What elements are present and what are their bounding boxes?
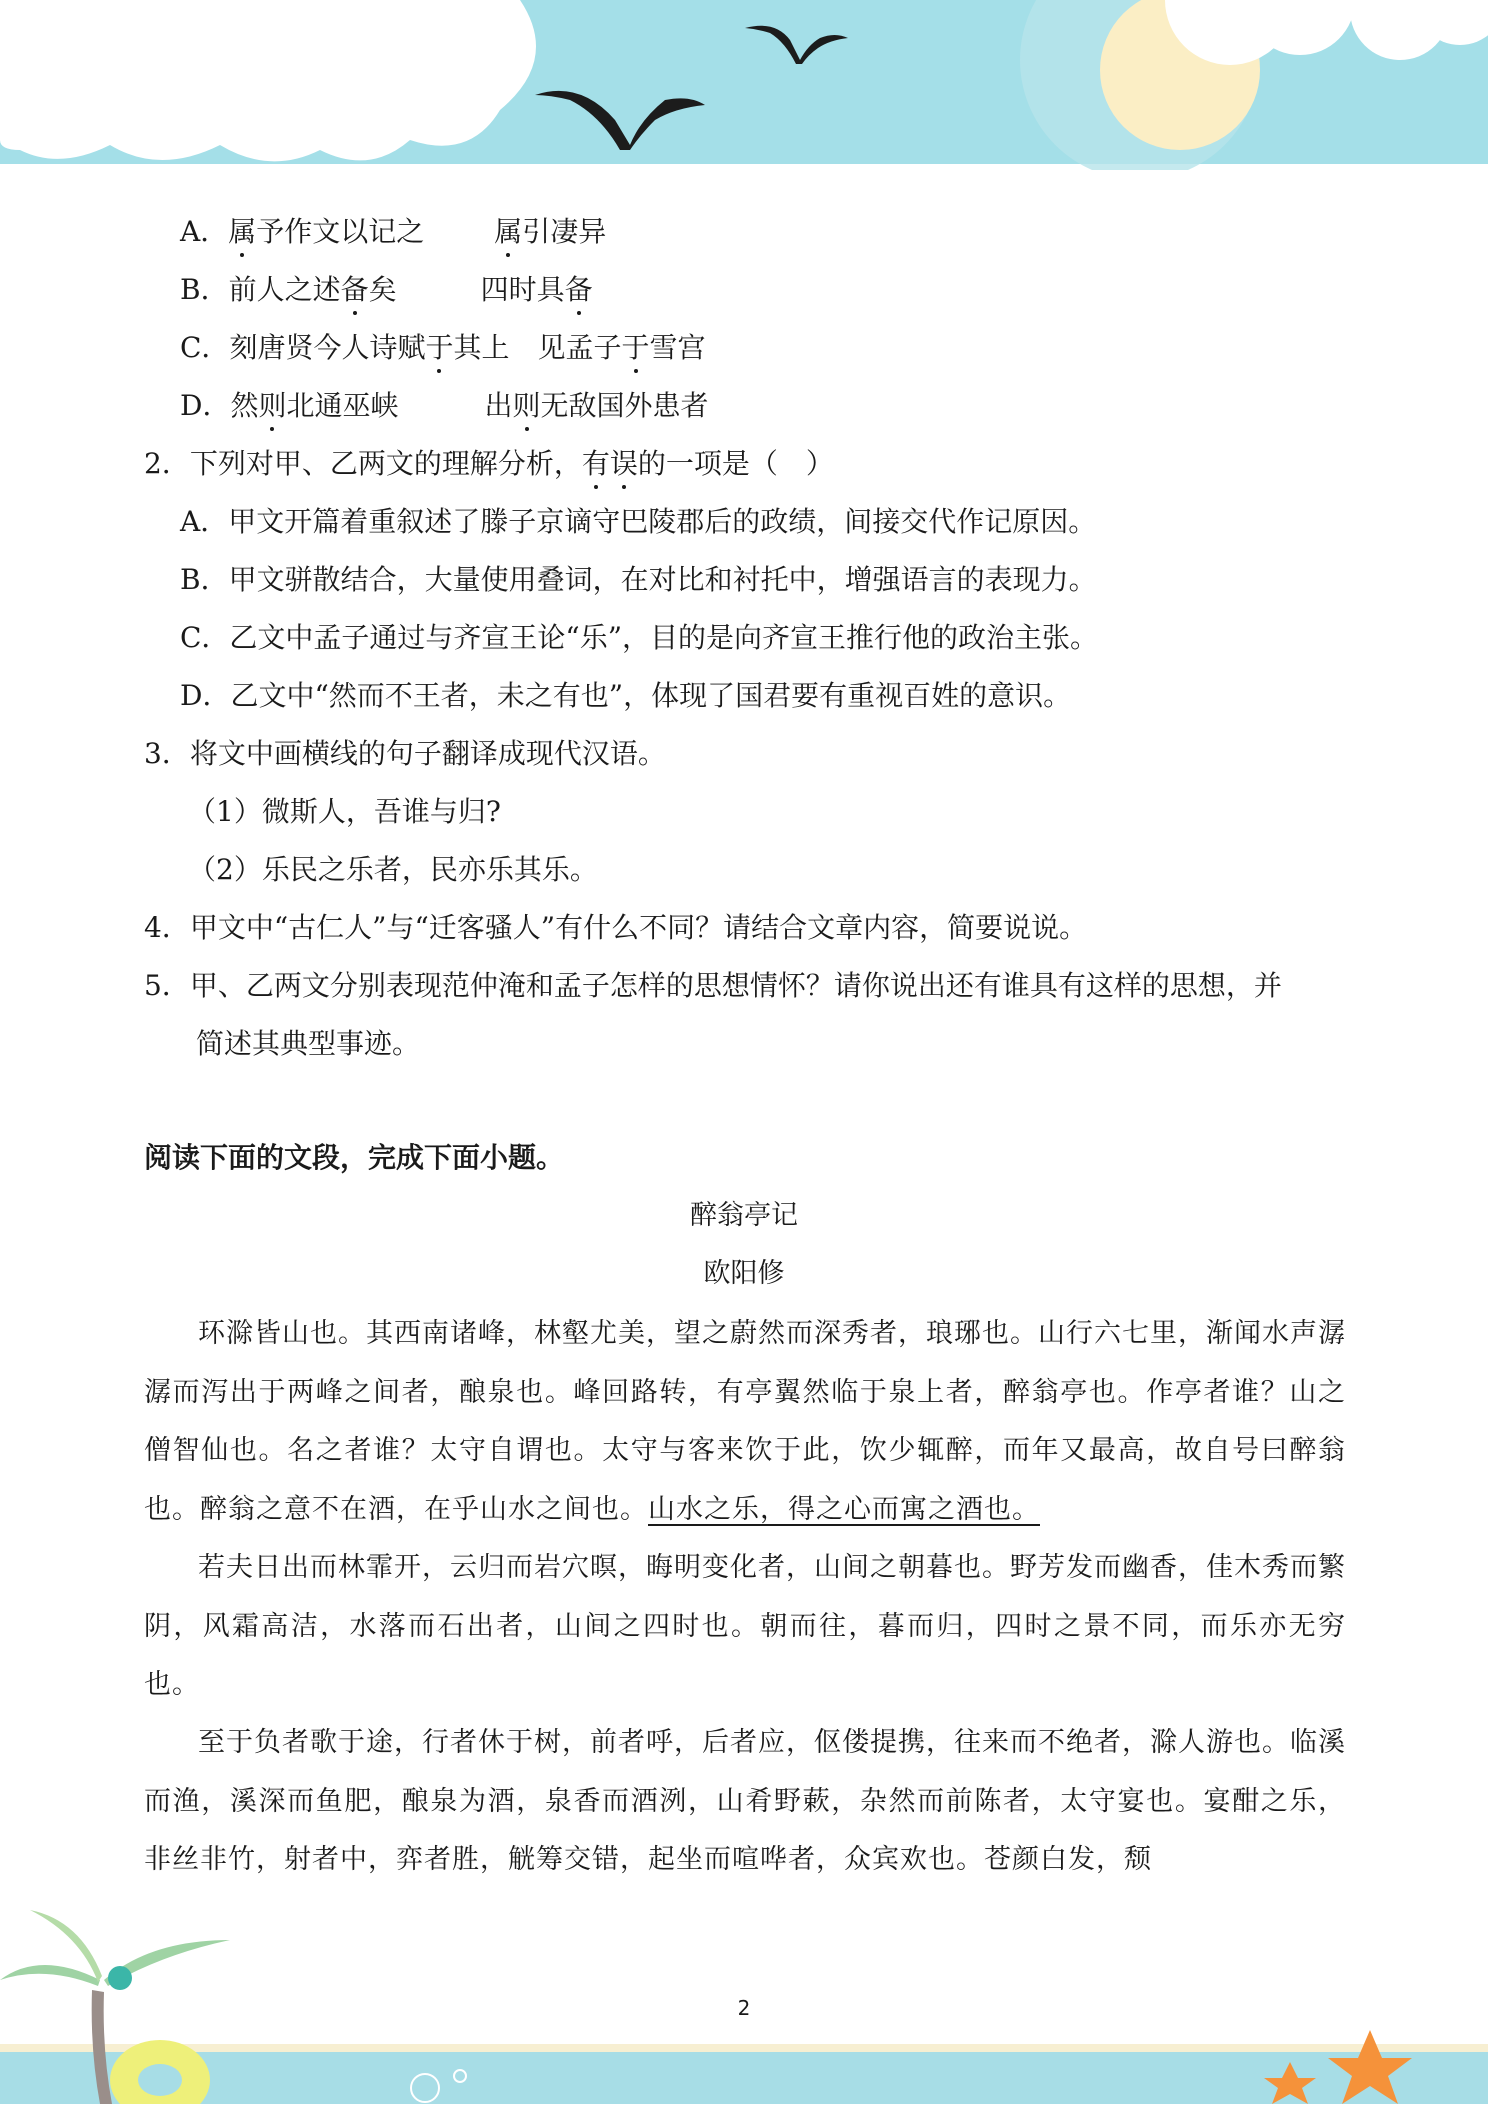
q5-stem-line1: 5．甲、乙两文分别表现范仲淹和孟子怎样的思想情怀？请你说出还有谁具有这样的思想，并: [144, 969, 1282, 1002]
option-text: 然: [230, 389, 259, 422]
q3-sentence-2: （2）乐民之乐者，民亦乐其乐。: [188, 853, 598, 886]
q5-stem-line2: 简述其典型事迹。: [196, 1027, 421, 1060]
q2-option-d: D．乙文中“然而不王者，未之有也”，体现了国君要有重视百姓的意识。: [180, 679, 1072, 712]
q3-stem: 3．将文中画横线的句子翻译成现代汉语。: [144, 737, 666, 770]
dotted-char: 备: [565, 270, 593, 310]
dotted-char: 备: [341, 270, 369, 310]
option-label: C．: [180, 331, 230, 364]
dotted-char: 于: [622, 328, 650, 368]
passage-author: 欧阳修: [703, 1258, 785, 1289]
dotted-char: 则: [513, 386, 541, 426]
cloud-left-icon: [0, 0, 536, 161]
underlined-sentence: 山水之乐，得之心而寓之酒也。: [648, 1493, 1040, 1525]
dotted-char: 属: [494, 212, 522, 252]
option-text: 四时具: [480, 273, 565, 306]
option-text: 予作文以记之: [256, 215, 425, 248]
option-text: 出: [484, 389, 513, 422]
q2-option-a: A．甲文开篇着重叙述了滕子京谪守巴陵郡后的政绩，间接交代作记原因。: [180, 505, 1097, 538]
paragraph-text: 环滁皆山也。其西南诸峰，林壑尤美，望之蔚然而深秀者，琅琊也。山行六七里，渐闻水声潺潺而泻出于两峰之间者，酿泉也。峰回路转，有亭翼然临于泉上者，醉翁亭也。作亭者谁？山之僧智仙也。名之者谁？太守自谓也。太守与客来饮于此，饮少辄醉，而年又最高，故自号曰醉翁也。醉翁之意不在酒，在乎山水之间也。: [144, 1318, 1346, 1525]
passage-paragraph-1: [144, 1305, 1346, 1539]
q2-option-c: C．乙文中孟子通过与齐宣王论“乐”，目的是向齐宣王推行他的政治主张。: [180, 621, 1099, 654]
header-sky-decoration: [0, 0, 1488, 170]
option-text: 前人之述: [228, 273, 341, 306]
option-text: 无敌国外患者: [540, 389, 709, 422]
q2-option-b: B．甲文骈散结合，大量使用叠词，在对比和衬托中，增强语言的表现力。: [180, 563, 1097, 596]
option-text: 北通巫峡: [286, 389, 399, 422]
q2-stem: [144, 444, 834, 484]
option-label: A．: [180, 215, 229, 248]
page-number: 2: [737, 1996, 751, 2020]
passage-paragraph-3: 至于负者歌于途，行者休于树，前者呼，后者应，伛偻提携，往来而不绝者，滁人游也。临溪而渔，溪深而鱼肥，酿泉为酒，泉香而酒洌，山肴野蔌，杂然而前陈者，太守宴也。宴酣之乐，非丝非竹，射者中，弈者胜，觥筹交错，起坐而喧哗者，众宾欢也。苍颜白发，颓: [144, 1727, 1346, 1875]
q1-option-d: [180, 386, 709, 426]
dotted-char: 于: [425, 328, 453, 368]
question-text: 2．下列对甲、乙两文的理解分析，: [144, 447, 582, 480]
option-text: 引凄异: [522, 215, 607, 248]
q1-option-c: [180, 328, 706, 368]
passage-title: 醉翁亭记: [690, 1200, 798, 1231]
option-label: B．: [180, 273, 229, 306]
option-text: 见孟子: [537, 331, 622, 364]
footer-beach-decoration: [0, 1880, 1488, 2104]
option-text: 刻唐贤今人诗赋: [229, 331, 426, 364]
dotted-char: 则: [258, 386, 286, 426]
reading-instruction: 阅读下面的文段，完成下面小题。: [144, 1141, 565, 1174]
q3-sentence-1: （1）微斯人，吾谁与归?: [188, 795, 501, 828]
dotted-char: 有: [582, 444, 610, 484]
q4-stem: 4．甲文中“古仁人”与“迁客骚人”有什么不同？请结合文章内容，简要说说。: [144, 911, 1088, 944]
option-label: D．: [180, 389, 231, 422]
dotted-char: 误: [610, 444, 638, 484]
passage-paragraph-2: 若夫日出而林霏开，云归而岩穴暝，晦明变化者，山间之朝暮也。野芳发而幽香，佳木秀而繁阴，风霜高洁，水落而石出者，山间之四时也。朝而往，暮而归，四时之景不同，而乐亦无穷也。: [144, 1552, 1346, 1700]
question-text: 的一项是（ ）: [637, 447, 834, 480]
option-text: 雪宫: [649, 331, 706, 364]
dotted-char: 属: [228, 212, 256, 252]
q1-option-a: [180, 212, 606, 252]
option-text: 矣: [368, 273, 397, 306]
q1-option-b: [180, 270, 593, 310]
option-text: 其上: [453, 331, 510, 364]
